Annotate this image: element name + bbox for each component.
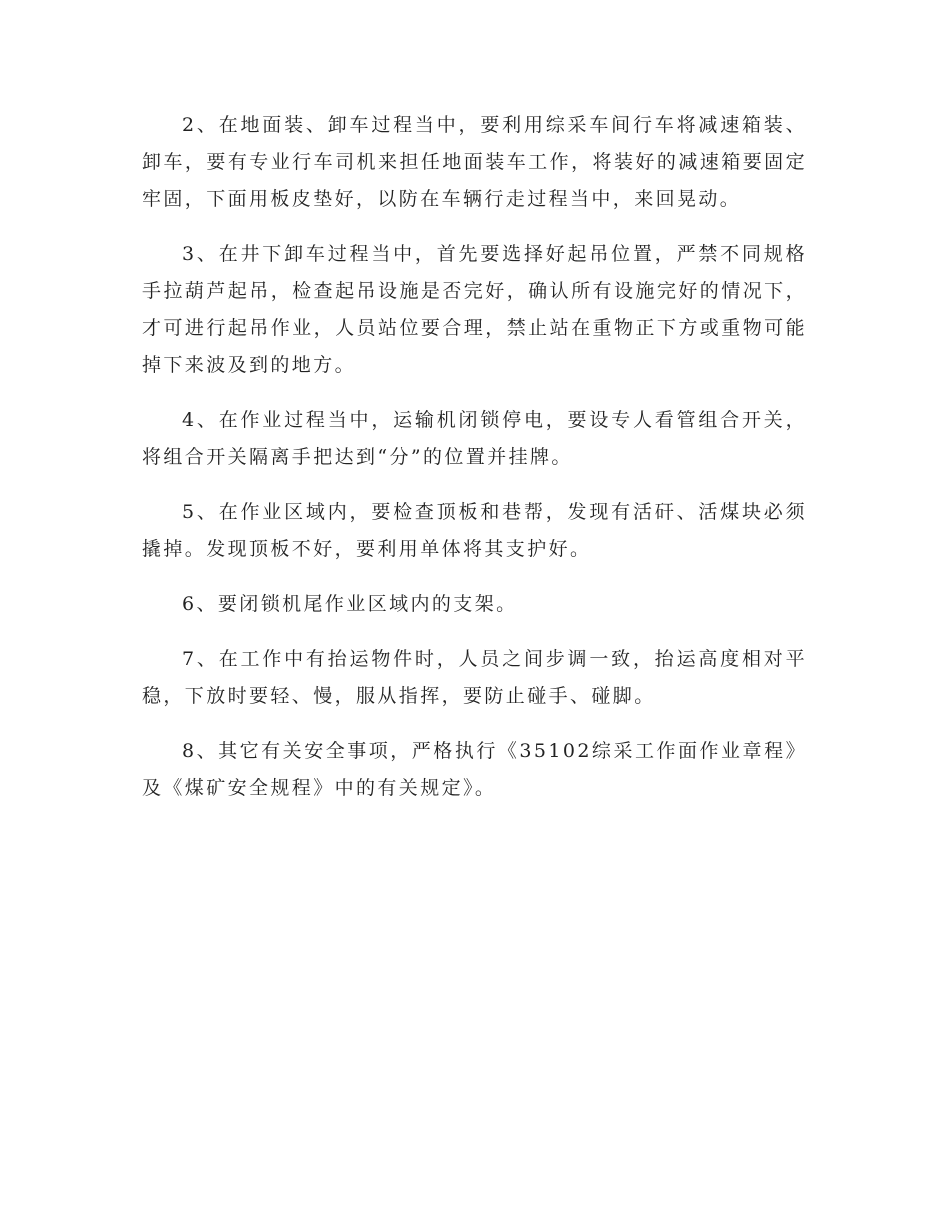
paragraph-item-4: 4、在作业过程当中，运输机闭锁停电，要设专人看管组合开关，将组合开关隔离手把达到“分”的位置并挂牌。 — [142, 409, 807, 468]
paragraph-item-3: 3、在井下卸车过程当中，首先要选择好起吊位置，严禁不同规格手拉葫芦起吊，检查起吊设施是否完好，确认所有设施完好的情况下，才可进行起吊作业，人员站位要合理，禁止站在重物正下方或重物可能掉下来波及到的地方。 — [142, 243, 807, 376]
paragraph-item-5: 5、在作业区域内，要检查顶板和巷帮，发现有活矸、活煤块必须撬掉。发现顶板不好，要利用单体将其支护好。 — [142, 501, 807, 560]
paragraph-item-7: 7、在工作中有抬运物件时，人员之间步调一致，抬运高度相对平稳，下放时要轻、慢，服从指挥，要防止碰手、碰脚。 — [142, 648, 807, 707]
paragraph-item-2: 2、在地面装、卸车过程当中，要利用综采车间行车将减速箱装、卸车，要有专业行车司机来担任地面装车工作，将装好的减速箱要固定牢固，下面用板皮垫好，以防在车辆行走过程当中，来回晃动。 — [142, 114, 807, 210]
paragraph-item-6: 6、要闭锁机尾作业区域内的支架。 — [182, 593, 518, 615]
document-body — [142, 107, 807, 825]
paragraph-item-8: 8、其它有关安全事项，严格执行《35102综采工作面作业章程》及《煤矿安全规程》中的有关规定》。 — [142, 740, 807, 799]
